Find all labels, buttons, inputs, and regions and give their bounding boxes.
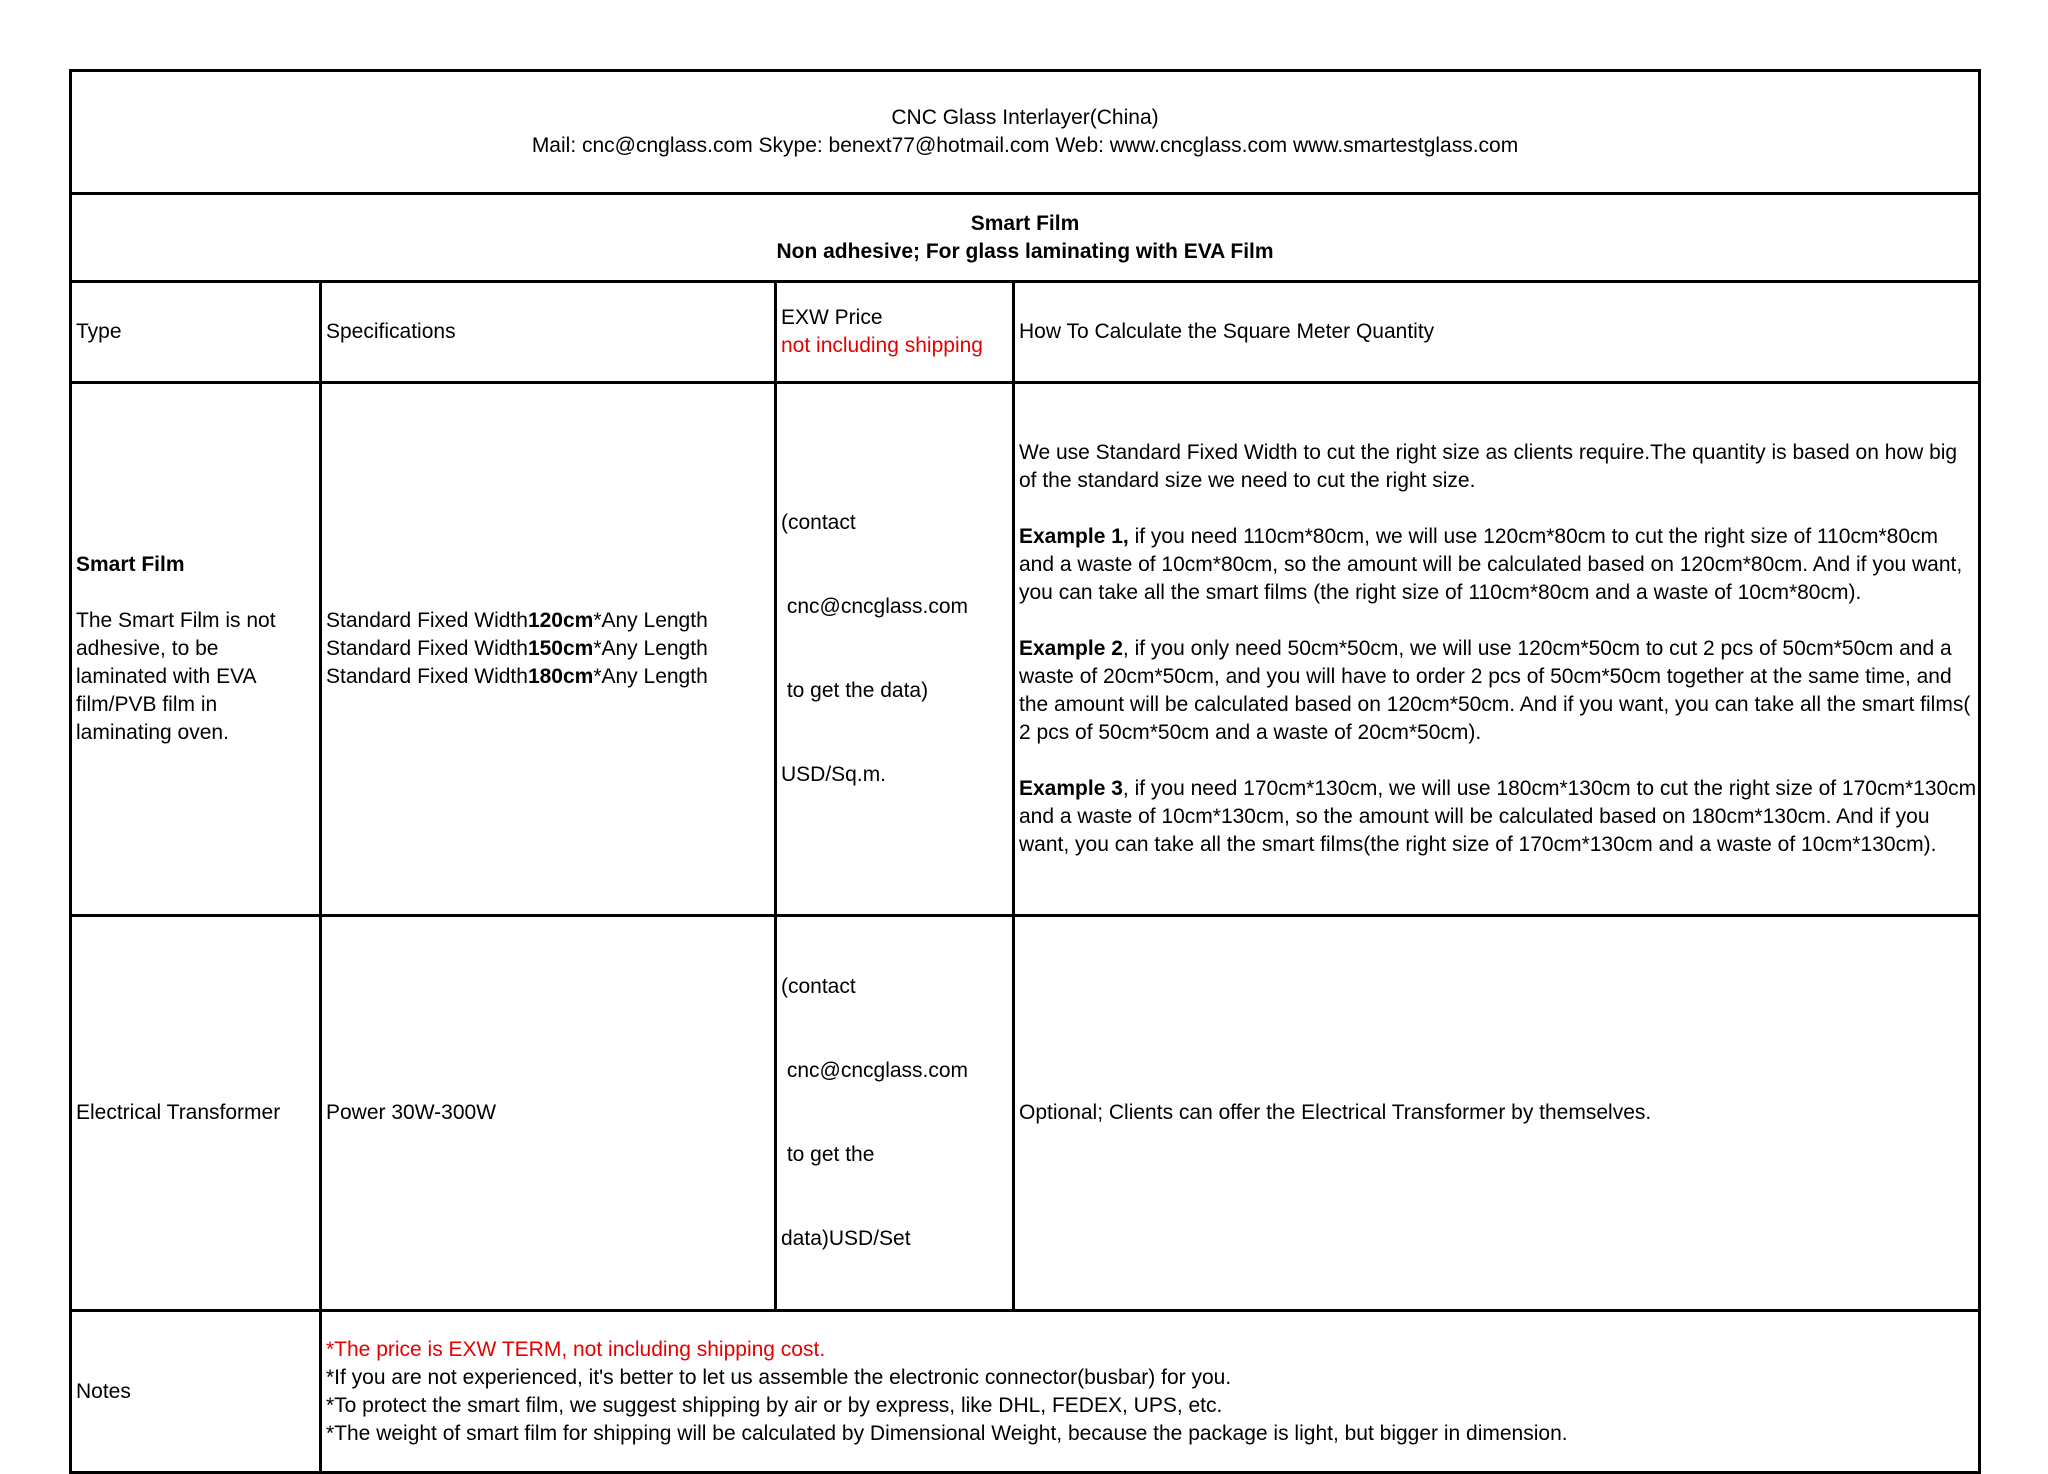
spec-line-180: Standard Fixed Width180cm*Any Length: [326, 665, 708, 688]
smart-film-calculation-cell: [1014, 383, 1980, 916]
smart-film-desc-line: laminated with EVA: [76, 665, 257, 688]
smart-film-desc-line: adhesive, to be: [76, 637, 219, 660]
transformer-row: [71, 916, 1980, 1311]
smart-film-row: [71, 383, 1980, 916]
note-item-highlight: *The price is EXW TERM, not including shipping cost.: [326, 1337, 826, 1361]
transformer-calculation-cell: Optional; Clients can offer the Electrical Transformer by themselves.: [1014, 916, 1980, 1311]
smart-film-desc-line: laminating oven.: [76, 721, 229, 744]
example-1: Example 1, if you need 110cm*80cm, we will use 120cm*80cm to cut the right size of 110cm*80cm and a waste of 10cm*80cm, so the amount will be calculated based on 120cm*80cm. And if you want, you can take all the smart films (the right size of 110cm*80cm and a waste of 10cm*80cm).: [1019, 525, 1963, 604]
note-item: *To protect the smart film, we suggest shipping by air or by express, like DHL, FEDEX, UPS, etc.: [326, 1393, 1223, 1417]
section-title: Smart Film: [970, 211, 1080, 235]
example-2: Example 2, if you only need 50cm*50cm, we will use 120cm*50cm to cut 2 pcs of 50cm*50cm and a waste of 20cm*50cm, and you will have to order 2 pcs of 50cm*50cm together at the same time, and the amount will be calculated based on 120cm*50cm. And if you want, you can take all the smart films( 2 pcs of 50cm*50cm and a waste of 20cm*50cm).: [1019, 637, 1971, 744]
price-line: (contact: [781, 975, 856, 998]
calculation-intro: We use Standard Fixed Width to cut the right size as clients require.The quantity is based on how big of the standard size we need to cut the right size.: [1019, 441, 1958, 492]
price-line: (contact: [781, 511, 856, 534]
price-line: cnc@cncglass.com: [781, 1059, 969, 1082]
header-cell: [71, 71, 1980, 194]
notes-label-cell: Notes: [71, 1311, 321, 1473]
section-subtitle: Non adhesive; For glass laminating with EVA Film: [776, 239, 1274, 263]
smart-film-specs-cell: [321, 383, 776, 916]
note-item: *The weight of smart film for shipping will be calculated by Dimensional Weight, because the package is light, but bigger in dimension.: [326, 1421, 1568, 1445]
column-header-calculation: How To Calculate the Square Meter Quantity: [1014, 282, 1980, 383]
smart-film-desc-line: The Smart Film is not: [76, 609, 276, 632]
spec-line-120: Standard Fixed Width120cm*Any Length: [326, 609, 708, 632]
header-row: [71, 71, 1980, 194]
column-header-specifications: Specifications: [321, 282, 776, 383]
price-line: to get the data): [781, 679, 929, 702]
transformer-price-cell: [776, 916, 1014, 1311]
section-title-cell: [71, 194, 1980, 282]
company-name: CNC Glass Interlayer(China): [891, 106, 1159, 129]
example-3: Example 3, if you need 170cm*130cm, we will use 180cm*130cm to cut the right size of 170cm*130cm and a waste of 10cm*130cm, so the amount will be calculated based on 180cm*130cm. And if you want, you can take all the smart films(the right size of 170cm*130cm and a waste of 10cm*130cm).: [1019, 777, 1977, 856]
note-item: *If you are not experienced, it's better to let us assemble the electronic connector(busbar) for you.: [326, 1365, 1232, 1389]
price-header-note: not including shipping: [781, 334, 983, 357]
price-line: data)USD/Set: [781, 1227, 911, 1250]
spec-line-150: Standard Fixed Width150cm*Any Length: [326, 637, 708, 660]
smart-film-type-cell: [71, 383, 321, 916]
smart-film-price-cell: [776, 383, 1014, 916]
contact-line: Mail: cnc@cnglass.com Skype: benext77@hotmail.com Web: www.cncglass.com www.smartestglass.com: [531, 134, 1519, 157]
smart-film-type-title: Smart Film: [76, 553, 185, 576]
column-header-price: [776, 282, 1014, 383]
transformer-specs-cell: Power 30W-300W: [321, 916, 776, 1311]
notes-content-cell: [321, 1311, 1980, 1473]
price-line: to get the: [781, 1143, 875, 1166]
smart-film-desc-line: film/PVB film in: [76, 693, 218, 716]
price-sheet-table: [69, 69, 1981, 1474]
column-header-type: Type: [71, 282, 321, 383]
notes-row: [71, 1311, 1980, 1473]
price-line: USD/Sq.m.: [781, 763, 887, 786]
price-header-label: EXW Price: [781, 306, 883, 329]
column-header-row: [71, 282, 1980, 383]
section-title-row: [71, 194, 1980, 282]
transformer-type-cell: Electrical Transformer: [71, 916, 321, 1311]
price-line: cnc@cncglass.com: [781, 595, 969, 618]
